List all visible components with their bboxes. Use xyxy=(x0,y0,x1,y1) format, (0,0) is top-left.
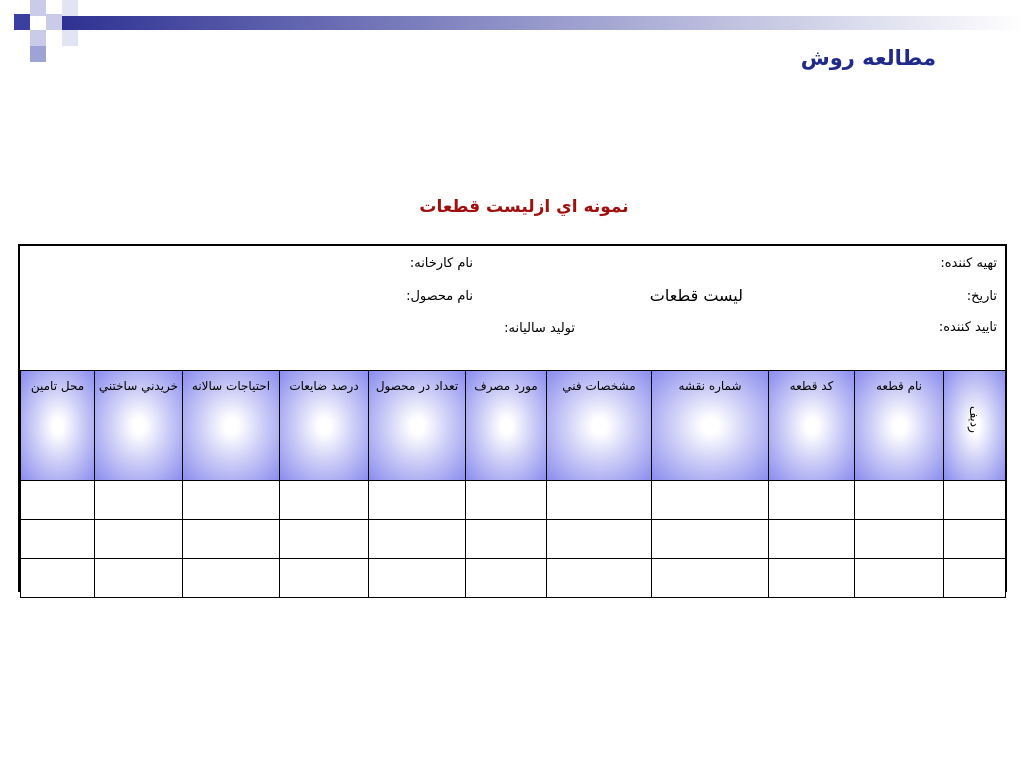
table-cell xyxy=(95,481,183,520)
table-cell xyxy=(547,481,652,520)
table-cell xyxy=(855,520,944,559)
table-cell xyxy=(769,559,855,598)
deco-square xyxy=(30,46,46,62)
header-cell: خريدني ساختني xyxy=(95,371,183,481)
table-cell xyxy=(280,559,369,598)
header-cell: مورد مصرف xyxy=(466,371,547,481)
table-cell xyxy=(21,520,95,559)
table-caption: نمونه اي ازليست قطعات xyxy=(419,197,629,217)
deco-square xyxy=(46,14,62,30)
factory-name-label: نام كارخانه: xyxy=(409,256,473,271)
deco-square xyxy=(14,14,30,30)
date-label: تاريخ: xyxy=(966,289,997,304)
header-cell: شماره نقشه xyxy=(652,371,769,481)
approved-by-label: تاييد كننده: xyxy=(938,320,997,335)
table-cell xyxy=(280,481,369,520)
table-cell xyxy=(466,520,547,559)
form-title: ليست قطعات xyxy=(649,286,743,305)
title-gradient-bar xyxy=(62,16,1024,30)
header-cell: كد قطعه xyxy=(769,371,855,481)
header-cell: مشخصات فني xyxy=(547,371,652,481)
table-header-row xyxy=(21,371,1006,481)
table-cell xyxy=(769,481,855,520)
header-cell: رديف xyxy=(944,371,1006,481)
table-cell xyxy=(944,520,1006,559)
table-cell xyxy=(369,481,466,520)
header-cell: محل تامين xyxy=(21,371,95,481)
table-cell xyxy=(547,520,652,559)
header-cell: احتياجات سالانه xyxy=(183,371,280,481)
table-cell xyxy=(652,559,769,598)
parts-list-form xyxy=(18,244,1007,592)
annual-production-label: توليد ساليانه: xyxy=(504,321,575,336)
table-cell xyxy=(21,559,95,598)
table-cell xyxy=(466,559,547,598)
header-cell: تعداد در محصول xyxy=(369,371,466,481)
table-cell xyxy=(944,481,1006,520)
header-cell: درصد ضايعات xyxy=(280,371,369,481)
table-cell xyxy=(280,520,369,559)
table-row xyxy=(21,559,1006,598)
table-cell xyxy=(183,559,280,598)
table-row xyxy=(21,520,1006,559)
deco-square xyxy=(30,0,46,16)
header-cell: نام قطعه xyxy=(855,371,944,481)
table-cell xyxy=(652,520,769,559)
table-cell xyxy=(369,520,466,559)
deco-square xyxy=(62,0,78,16)
table-cell xyxy=(652,481,769,520)
parts-table xyxy=(20,370,1006,598)
table-cell xyxy=(769,520,855,559)
table-row xyxy=(21,481,1006,520)
product-name-label: نام محصول: xyxy=(406,289,473,304)
slide-title: مطالعه روش xyxy=(800,46,936,70)
table-cell xyxy=(95,520,183,559)
table-cell xyxy=(944,559,1006,598)
deco-square xyxy=(30,30,46,46)
table-cell xyxy=(95,559,183,598)
table-cell xyxy=(855,481,944,520)
table-cell xyxy=(183,481,280,520)
table-cell xyxy=(466,481,547,520)
table-cell xyxy=(183,520,280,559)
table-cell xyxy=(369,559,466,598)
table-cell xyxy=(21,481,95,520)
table-cell xyxy=(855,559,944,598)
deco-square xyxy=(62,30,78,46)
table-cell xyxy=(547,559,652,598)
prepared-by-label: تهيه كننده: xyxy=(940,256,997,271)
